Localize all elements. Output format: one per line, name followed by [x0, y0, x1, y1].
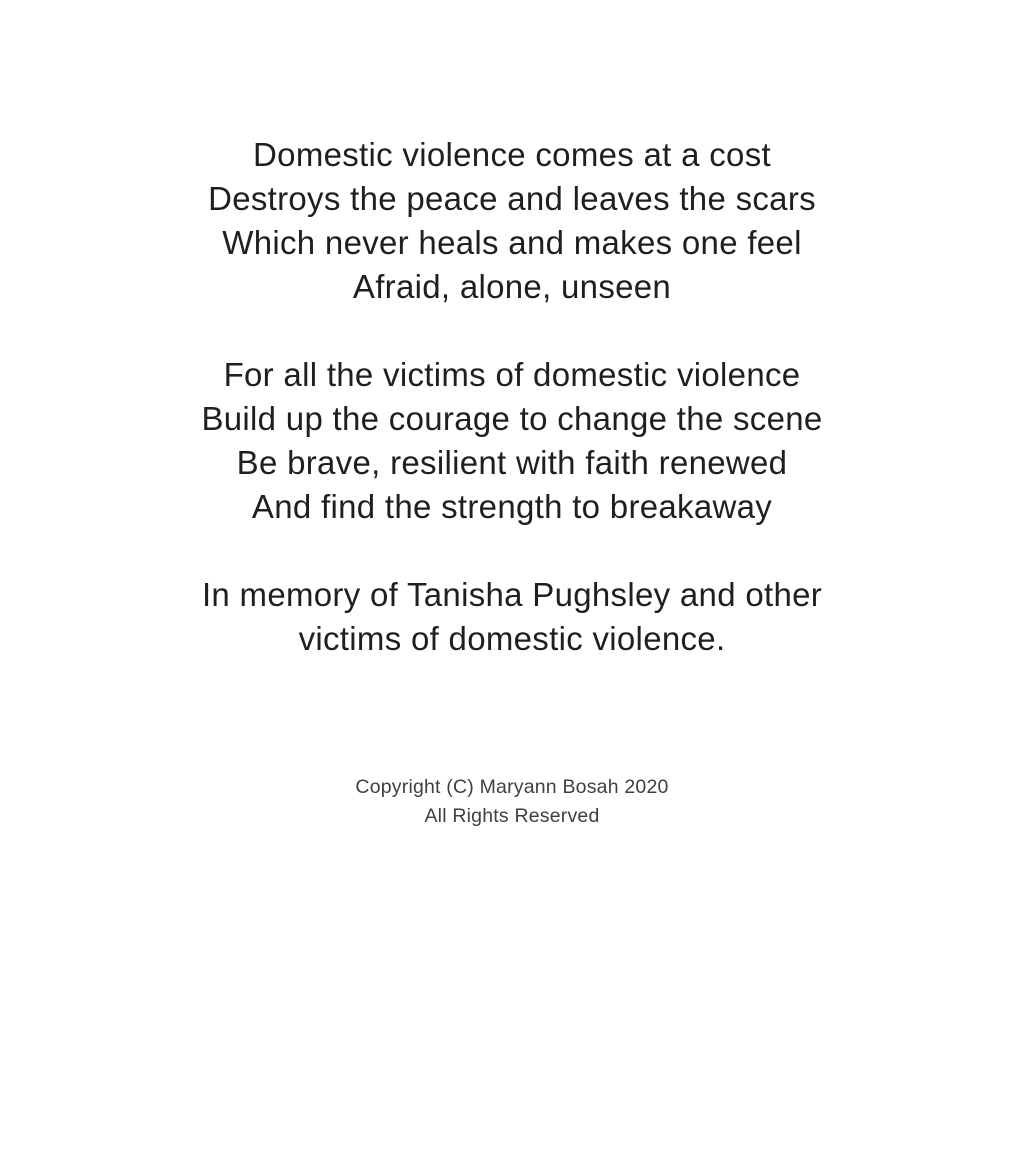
poem-line: Afraid, alone, unseen: [352, 268, 672, 305]
poem-line: Destroys the peace and leaves the scars: [208, 180, 816, 217]
poem-line: Be brave, resilient with faith renewed: [236, 444, 788, 481]
poem-line: Domestic violence comes at a cost: [253, 136, 771, 173]
poem-stanza-dedication: [0, 573, 1024, 661]
poem-stanza-2: [0, 353, 1024, 529]
copyright-line: Copyright (C) Maryann Bosah 2020: [355, 776, 669, 798]
poem-line: And find the strength to breakaway: [251, 488, 773, 525]
poem-line: For all the victims of domestic violence: [223, 356, 801, 393]
copyright-notice: [0, 773, 1024, 831]
poem-line: Build up the courage to change the scene: [201, 400, 823, 437]
copyright-rights-line: All Rights Reserved: [424, 805, 600, 827]
poem-stanza-1: [0, 133, 1024, 309]
poem-line: In memory of Tanisha Pughsley and other: [201, 576, 823, 613]
poem-text-block: [0, 133, 1024, 661]
poem-line: victims of domestic violence.: [298, 620, 726, 657]
poem-line: Which never heals and makes one feel: [222, 224, 802, 261]
